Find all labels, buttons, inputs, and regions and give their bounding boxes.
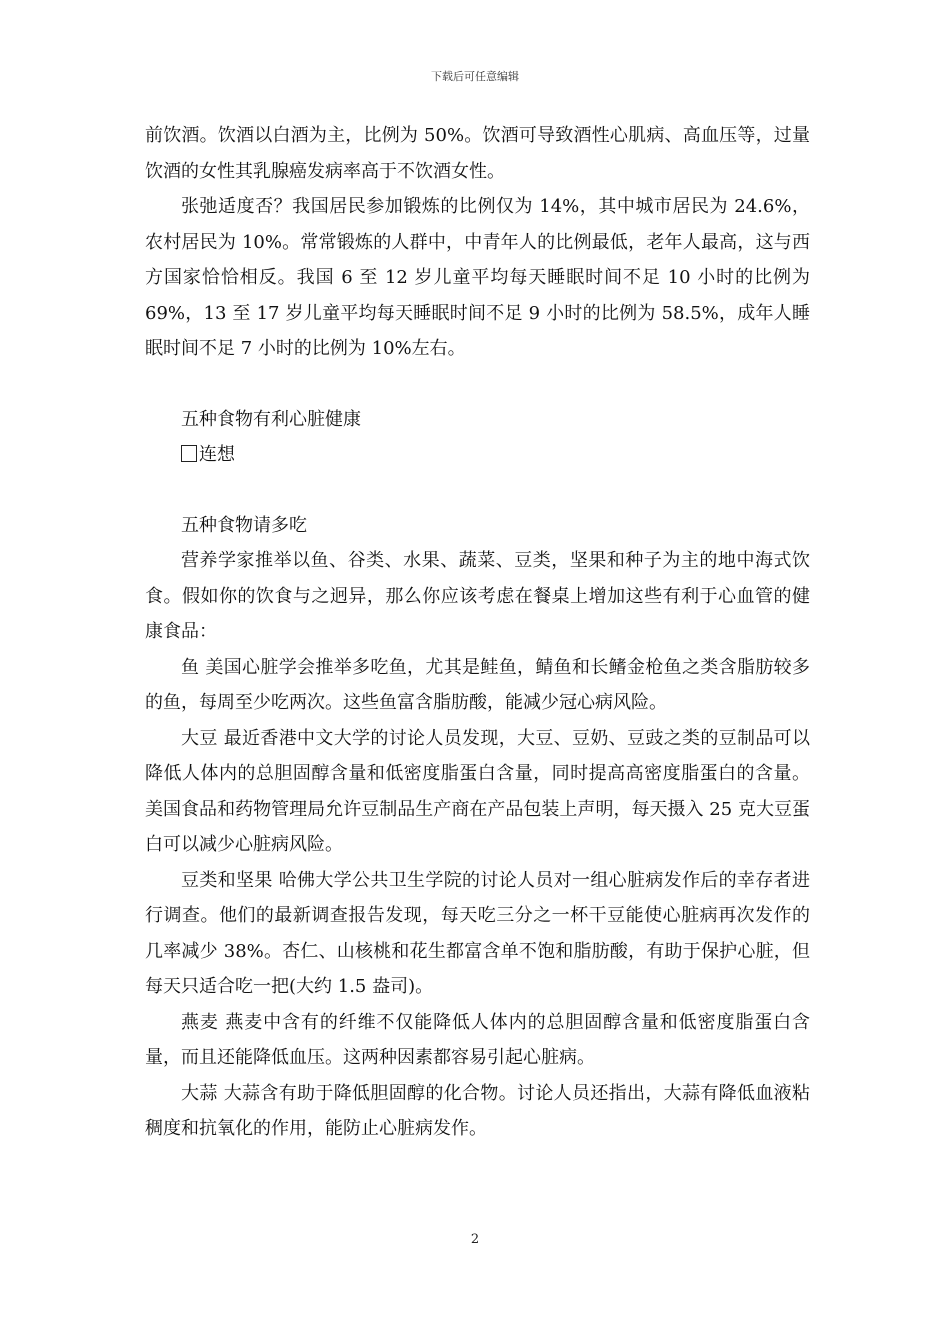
section-heading-heart-foods: 五种食物有利心脏健康 <box>181 408 361 430</box>
paragraph-oats: 燕麦 燕麦中含有的纤维不仅能降低人体内的总胆固醇含量和低密度脂蛋白含量，而且还能降低血压。这两种因素都容易引起心脏病。 <box>145 1011 810 1068</box>
page-header: 下载后可任意编辑 <box>431 70 519 83</box>
paragraph-garlic: 大蒜 大蒜含有助于降低胆固醇的化合物。讨论人员还指出，大蒜有降低血液粘稠度和抗氧化的作用，能防止心脏病发作。 <box>145 1082 810 1139</box>
paragraph-fish: 鱼 美国心脏学会推举多吃鱼，尤其是鲑鱼，鲭鱼和长鳍金枪鱼之类含脂肪较多的鱼，每周至少吃两次。这些鱼富含脂肪酸，能减少冠心病风险。 <box>145 656 810 713</box>
section-heading-eat-more: 五种食物请多吃 <box>181 514 307 536</box>
checkbox-icon <box>181 445 197 462</box>
paragraph-soybean: 大豆 最近香港中文大学的讨论人员发现，大豆、豆奶、豆豉之类的豆制品可以降低人体内的总胆固醇含量和低密度脂蛋白含量，同时提高高密度脂蛋白的含量。美国食品和药物管理局允许豆制品生产商在产品包装上声明，每天摄入 25 克大豆蛋白可以减少心脏病风险。 <box>145 727 810 855</box>
paragraph-beans-nuts: 豆类和坚果 哈佛大学公共卫生学院的讨论人员对一组心脏病发作后的幸存者进行调查。他们的最新调查报告发现，每天吃三分之一杯干豆能使心脏病再次发作的几率减少 38%。杏仁、山核桃和花生都富含单不饱和脂肪酸，有助于保护心脏，但每天只适合吃一把(大约 1.5 盎司)。 <box>145 869 810 997</box>
document-body <box>145 118 810 1147</box>
paragraph-drinking: 前饮酒。饮酒以白酒为主，比例为 50%。饮酒可导致酒性心肌病、高血压等，过量饮酒的女性其乳腺癌发病率高于不饮酒女性。 <box>145 125 810 182</box>
page-number: 2 <box>470 1232 480 1247</box>
spacer <box>145 473 810 508</box>
paragraph-exercise-sleep: 张弛适度否？我国居民参加锻炼的比例仅为 14%，其中城市居民为 24.6%，农村居民为 10%。常常锻炼的人群中，中青年人的比例最低，老年人最高，这与西方国家恰恰相反。我国 6 至 12 岁儿童平均每天睡眠时间不足 10 小时的比例为 69%，13 至 17 岁儿童平均每天睡眠时间不足 9 小时的比例为 58.5%，成年人睡眠时间不足 7 小时的比例为 10%左右。 <box>145 196 810 359</box>
paragraph-mediterranean-diet: 营养学家推举以鱼、谷类、水果、蔬菜、豆类，坚果和种子为主的地中海式饮食。假如你的饮食与之迥异，那么你应该考虑在餐桌上增加这些有利于心血管的健康食品： <box>145 550 810 642</box>
checkbox-label: 连想 <box>199 444 235 465</box>
checkbox-item <box>145 437 810 473</box>
spacer <box>145 367 810 402</box>
